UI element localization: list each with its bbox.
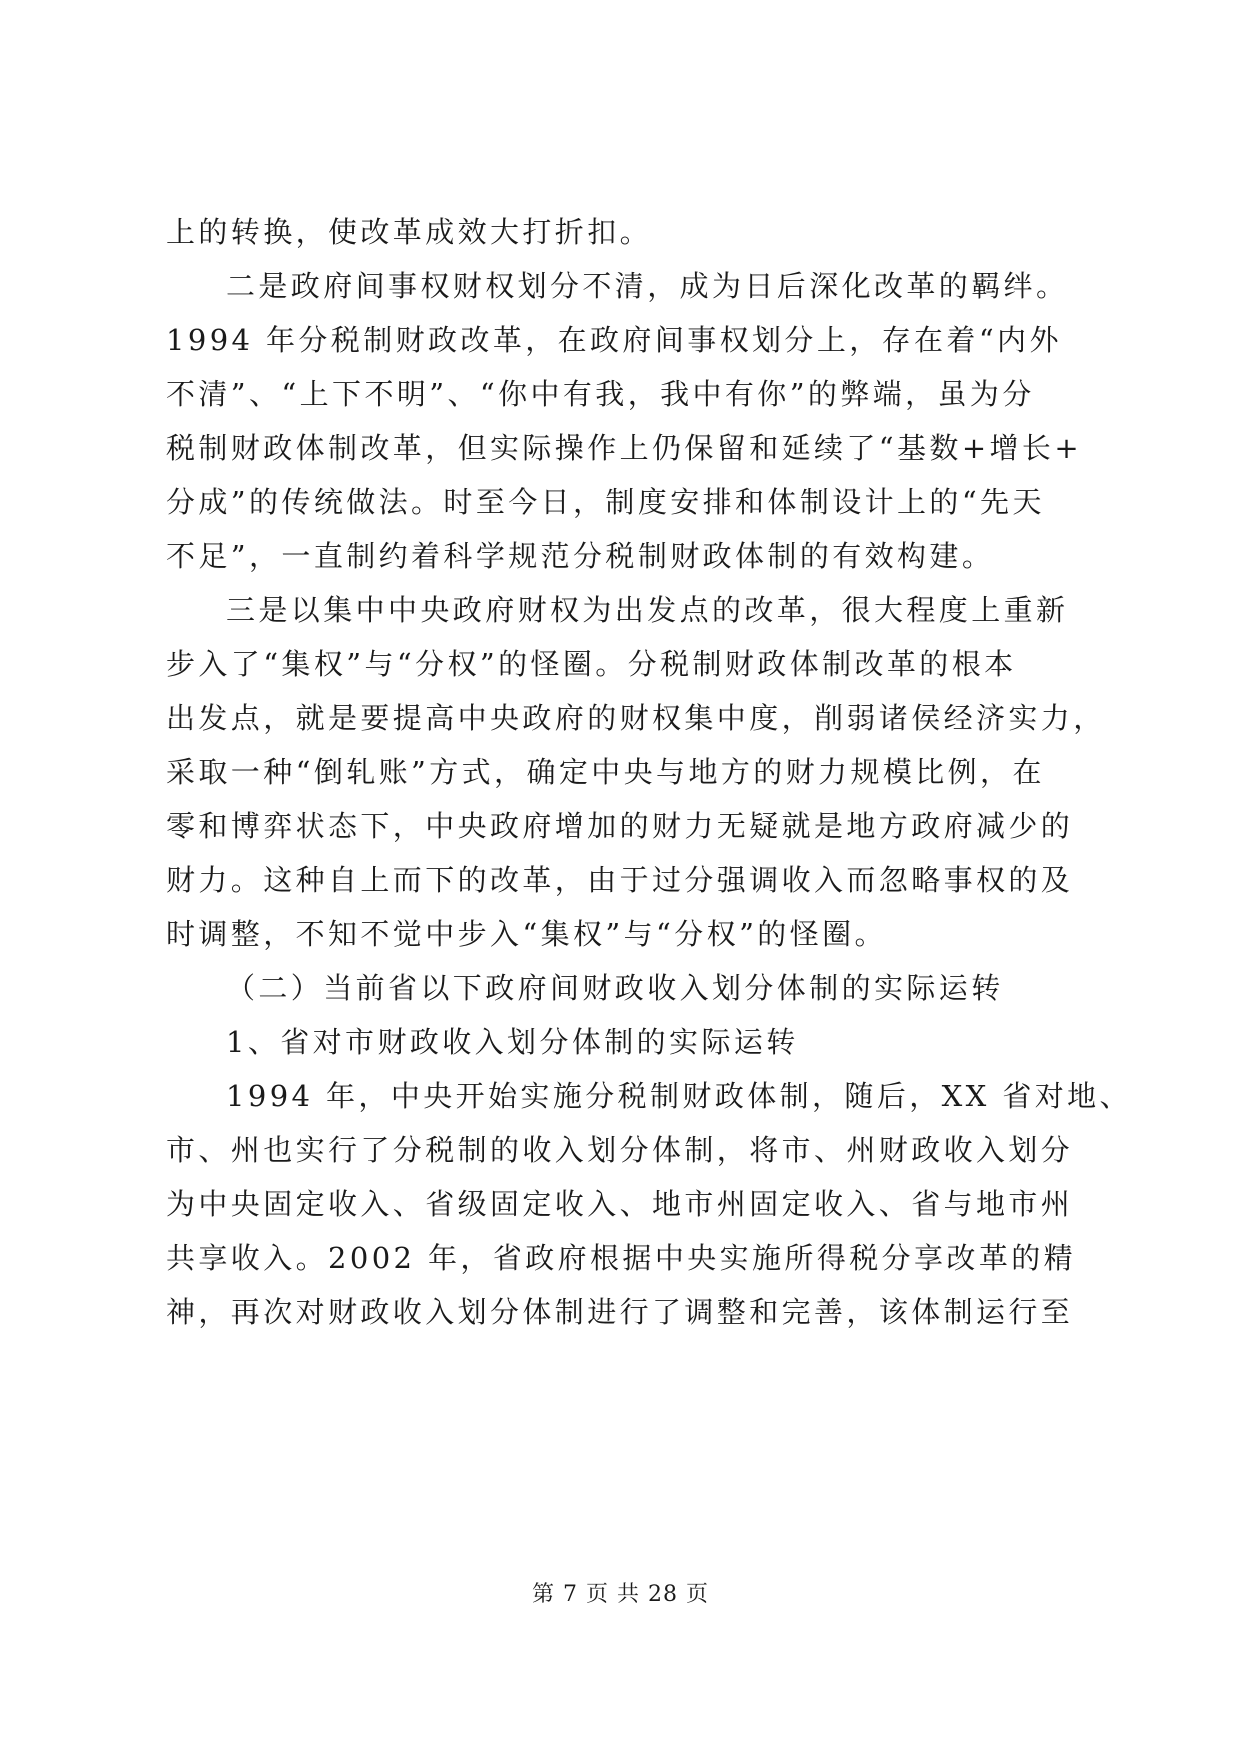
body-text-line: 零和博弈状态下，中央政府增加的财力无疑就是地方政府减少的 bbox=[166, 809, 1074, 843]
body-text-line: 三是以集中中央政府财权为出发点的改革，很大程度上重新 bbox=[226, 593, 1069, 627]
body-text-line: 共享收入。2002 年，省政府根据中央实施所得税分享改革的精 bbox=[166, 1241, 1077, 1275]
body-text-line: 步入了“集权”与“分权”的怪圈。分税制财政体制改革的根本 bbox=[166, 647, 1017, 681]
body-text-line: 分成”的传统做法。时至今日，制度安排和体制设计上的“先天 bbox=[166, 485, 1045, 519]
body-text-line: 不足”，一直制约着科学规范分税制财政体制的有效构建。 bbox=[166, 539, 995, 573]
body-text-line: 财力。这种自上而下的改革，由于过分强调收入而忽略事权的及 bbox=[166, 863, 1074, 897]
body-text-line: 为中央固定收入、省级固定收入、地市州固定收入、省与地市州 bbox=[166, 1187, 1074, 1221]
subsection-heading: 1、省对市财政收入划分体制的实际运转 bbox=[226, 1025, 799, 1059]
body-text-line: 税制财政体制改革，但实际操作上仍保留和延续了“基数+增长+ bbox=[166, 431, 1083, 465]
body-text-line: 采取一种“倒轧账”方式，确定中央与地方的财力规模比例，在 bbox=[166, 755, 1045, 789]
body-text-line: 时调整，不知不觉中步入“集权”与“分权”的怪圈。 bbox=[166, 917, 887, 951]
body-text-line: 市、州也实行了分税制的收入划分体制，将市、州财政收入划分 bbox=[166, 1133, 1074, 1167]
section-heading: （二）当前省以下政府间财政收入划分体制的实际运转 bbox=[226, 971, 1004, 1005]
body-text-line: 1994 年，中央开始实施分税制财政体制，随后，XX 省对地、 bbox=[226, 1079, 1132, 1113]
body-text-line: 出发点，就是要提高中央政府的财权集中度，削弱诸侯经济实力， bbox=[166, 701, 1106, 735]
body-text-line: 1994 年分税制财政改革，在政府间事权划分上，存在着“内外 bbox=[166, 323, 1062, 357]
page-number-footer: 第 7 页 共 28 页 bbox=[532, 1582, 709, 1607]
body-text-line: 不清”、“上下不明”、“你中有我，我中有你”的弊端，虽为分 bbox=[166, 377, 1035, 411]
body-text-line: 二是政府间事权财权划分不清，成为日后深化改革的羁绊。 bbox=[226, 269, 1069, 303]
body-text-line: 神，再次对财政收入划分体制进行了调整和完善，该体制运行至 bbox=[166, 1295, 1074, 1329]
body-text-line: 上的转换，使改革成效大打折扣。 bbox=[166, 215, 653, 249]
